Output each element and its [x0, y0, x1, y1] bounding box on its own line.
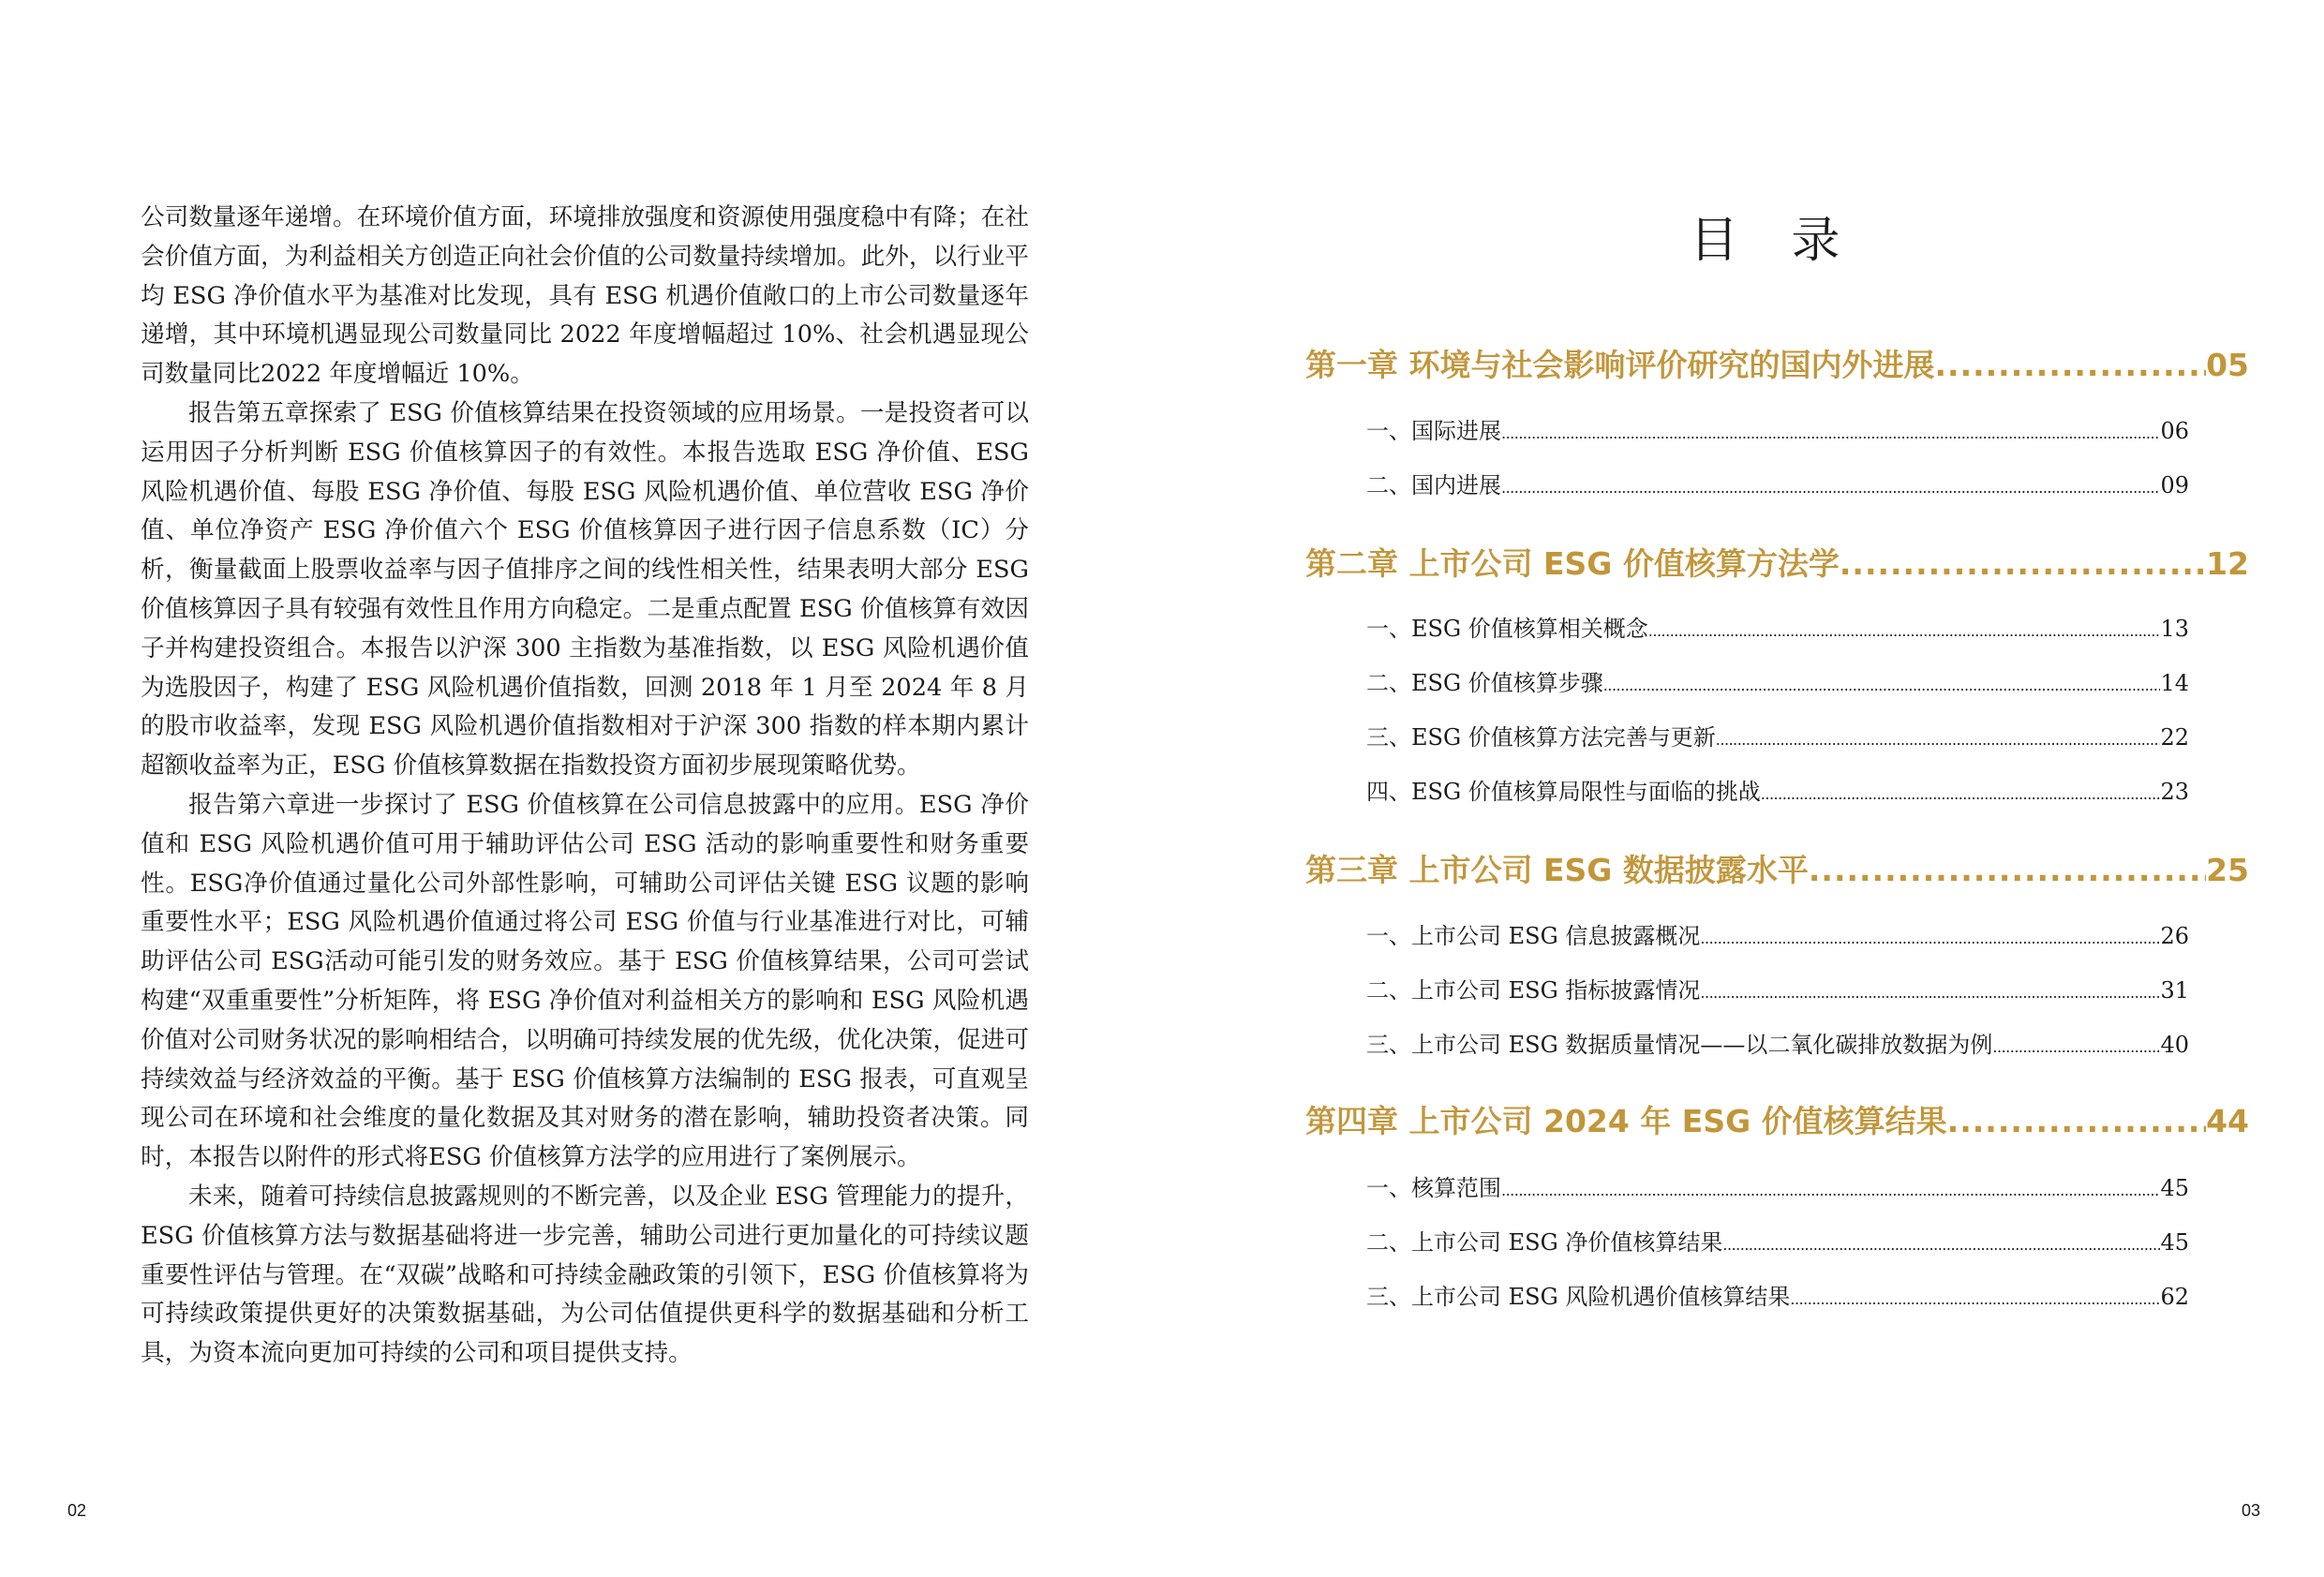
chapter-title: 第四章 上市公司 2024 年 ESG 价值核算结果 [1305, 1103, 1947, 1139]
leader-dots [1761, 785, 2161, 803]
leader-dots [1648, 622, 2161, 640]
text-line: 报告以沪深 300 主指数为基准指数，以 ESG 风险机遇价值为选股因子，构建了 ESG 风 [141, 633, 1029, 702]
leader-dots [1722, 1236, 2160, 1254]
section-title: 一、国际进展 [1366, 418, 1501, 444]
chapter-page: 44 [2206, 1103, 2249, 1139]
chapter-page: 12 [2206, 545, 2249, 582]
text-line: 平衡。基于 ESG 价值核算方法编制的 ESG 报表，可直观呈现公司在环境和社会维度 [141, 1064, 1029, 1133]
text-line: ESG 价值核算方法与数据基础将进一步完善，辅助公司进行更加量化的可持续议题重 [141, 1221, 1029, 1289]
text-line: 和 ESG 风险机遇价值可用于辅助评估公司 ESG 活动的影响重要性和财务重要性。ESG [141, 829, 1029, 898]
text-line: 分析矩阵，将 ESG 净价值对利益相关方的影响和 ESG 风险机遇价值对公司财务状况的 [141, 986, 1029, 1054]
page-number-right: 03 [2242, 1501, 2261, 1520]
text-line: 活动可能引发的财务效应。基于 ESG 价值核算结果，公司可尝试构建“双重重要性” [141, 947, 1030, 1015]
toc-chapter-1[interactable] [1305, 341, 2249, 382]
text-line: 资产 ESG 净价值六个 ESG 价值核算因子进行因子信息系数（IC）分析，衡量截面上股 [141, 516, 1029, 585]
leader-dots [1840, 545, 2206, 582]
toc-section[interactable] [1366, 610, 2189, 642]
chapter-page: 25 [2206, 852, 2249, 888]
toc-section[interactable] [1366, 1026, 2189, 1058]
text-line: 为资本流向更加可持续的公司和项目提供支持。 [188, 1339, 693, 1368]
leader-dots [1790, 1290, 2160, 1308]
toc-section[interactable] [1366, 773, 2189, 805]
text-line: 遇价值、每股 ESG 净价值、每股 ESG 风险机遇价值、单位营收 ESG 净价值、单位净 [141, 477, 1029, 545]
text-line: 险机遇价值指数，回测 2018 年 1 月至 2024 年 8 月的股市收益率，发现 ESG 风险机遇 [141, 673, 1030, 741]
paragraph [141, 199, 1029, 394]
paragraph [141, 394, 1029, 786]
chapter-page: 05 [2206, 347, 2249, 383]
section-title: 一、上市公司 ESG 信息披露概况 [1366, 923, 1701, 949]
page-number-left: 02 [67, 1501, 87, 1520]
leader-dots [1935, 347, 2207, 383]
text-line: 强有效性且作用方向稳定。二是重点配置 ESG 价值核算有效因子并构建投资组合。本 [141, 594, 1029, 662]
text-line: 报告第五章探索了 ESG 价值核算结果在投资领域的应用场景。一是投资者可以运 [141, 398, 1029, 467]
section-title: 一、核算范围 [1366, 1175, 1501, 1201]
toc-chapter-4[interactable] [1305, 1097, 2249, 1138]
leader-dots [1501, 479, 2160, 497]
toc-chapter-3[interactable] [1305, 846, 2249, 887]
section-title: 三、ESG 价值核算方法完善与更新 [1366, 724, 1716, 751]
text-line: 用因子分析判断 ESG 价值核算因子的有效性。本报告选取 ESG 净价值、ESG 风险机 [141, 438, 1029, 506]
section-title: 二、上市公司 ESG 指标披露情况 [1366, 977, 1701, 1004]
toc-title: 目 录 [1690, 213, 1859, 269]
toc-section[interactable] [1366, 1278, 2189, 1310]
text-line: 报告第六章进一步探讨了 ESG 价值核算在公司信息披露中的应用。ESG 净价值 [141, 790, 1029, 858]
text-line: 的量化数据及其对财务的潜在影响，辅助投资者决策。同时，本报告以附件的形式将 [141, 1104, 1029, 1172]
section-page: 40 [2160, 1032, 2189, 1058]
text-line: 净价值通过量化公司外部性影响，可辅助公司评估关键 ESG 议题的影响重要性水平； [141, 869, 1029, 937]
section-title: 二、上市公司 ESG 净价值核算结果 [1366, 1229, 1723, 1256]
toc-section[interactable] [1366, 1169, 2189, 1201]
section-title: 四、ESG 价值核算局限性与面临的挑战 [1366, 779, 1761, 805]
toc-section[interactable] [1366, 664, 2189, 696]
body-text [141, 199, 1029, 1374]
paragraph [141, 1178, 1029, 1374]
text-line: 均 ESG 净价值水平为基准对比发现，具有 ESG 机遇价值敞口的上市公司数量逐年递增， [141, 281, 1029, 350]
text-line: 公司数量逐年递增。在环境价值方面，环境排放强度和资源使用强度稳中有降；在社 [141, 203, 1029, 231]
text-line: 指数投资方面初步展现策略优势。 [560, 751, 921, 781]
paragraph [141, 786, 1029, 1178]
section-page: 06 [2160, 418, 2189, 444]
leader-dots [1947, 1103, 2206, 1139]
toc-section[interactable] [1366, 972, 2189, 1004]
toc-section[interactable] [1366, 467, 2189, 498]
section-page: 26 [2160, 923, 2189, 949]
text-line: 价值指数相对于沪深 300 指数的样本期内累计超额收益率为正，ESG 价值核算数据在 [141, 712, 1030, 781]
section-page: 45 [2160, 1229, 2189, 1256]
section-page: 14 [2160, 670, 2189, 696]
section-title: 三、上市公司 ESG 风险机遇价值核算结果 [1366, 1284, 1791, 1310]
chapter-title: 第三章 上市公司 ESG 数据披露水平 [1305, 852, 1809, 888]
leader-dots [1603, 677, 2161, 694]
text-line: 要性评估与管理。在“双碳”战略和可持续金融政策的引领下，ESG 价值核算将为可 [141, 1260, 1029, 1329]
section-title: 三、上市公司 ESG 数据质量情况——以二氧化碳排放数据为例 [1366, 1032, 1993, 1058]
leader-dots [1501, 1182, 2160, 1199]
text-line: 2022 年度增幅近 10%。 [260, 360, 534, 389]
text-line: 影响相结合，以明确可持续发展的优先级，优化决策，促进可持续效益与经济效益的 [141, 1025, 1029, 1093]
leader-dots [1700, 930, 2160, 947]
section-page: 13 [2160, 616, 2189, 642]
text-line: ESG 风险机遇价值通过将公司 ESG 价值与行业基准进行对比，可辅助评估公司 ESG [141, 908, 1029, 976]
leader-dots [1700, 984, 2160, 1002]
section-page: 09 [2160, 472, 2189, 498]
chapter-title: 第一章 环境与社会影响评价研究的国内外进展 [1305, 347, 1935, 383]
leader-dots [1809, 852, 2206, 888]
text-line: 会价值方面，为利益相关方创造正向社会价值的公司数量持续增加。此外，以行业平 [141, 242, 1029, 271]
chapter-title: 第二章 上市公司 ESG 价值核算方法学 [1305, 545, 1840, 582]
toc-section[interactable] [1366, 719, 2189, 751]
section-page: 45 [2160, 1175, 2189, 1201]
toc-chapter-2[interactable] [1305, 540, 2249, 581]
leader-dots [1992, 1038, 2160, 1056]
section-page: 22 [2160, 724, 2189, 751]
leader-dots [1501, 424, 2160, 442]
section-page: 23 [2160, 779, 2189, 805]
toc-section[interactable] [1366, 412, 2189, 444]
section-page: 62 [2160, 1284, 2189, 1310]
text-line: 其中环境机遇显现公司数量同比 2022 年度增幅超过 10%、社会机遇显现公司数量同比 [141, 320, 1029, 389]
section-title: 一、ESG 价值核算相关概念 [1366, 616, 1648, 642]
section-title: 二、国内进展 [1366, 472, 1501, 498]
text-line: 票收益率与因子值排序之间的线性相关性，结果表明大部分 ESG 价值核算因子具有较 [141, 556, 1029, 623]
text-line: 持续政策提供更好的决策数据基础，为公司估值提供更科学的数据基础和分析工具， [141, 1300, 1029, 1368]
section-title: 二、ESG 价值核算步骤 [1366, 670, 1603, 696]
text-line: 未来，随着可持续信息披露规则的不断完善，以及企业 ESG 管理能力的提升， [188, 1182, 1029, 1211]
toc-section[interactable] [1366, 917, 2189, 949]
text-line: ESG 价值核算方法学的应用进行了案例展示。 [428, 1143, 921, 1172]
section-page: 31 [2160, 977, 2189, 1004]
leader-dots [1716, 731, 2161, 749]
toc-section[interactable] [1366, 1224, 2189, 1256]
